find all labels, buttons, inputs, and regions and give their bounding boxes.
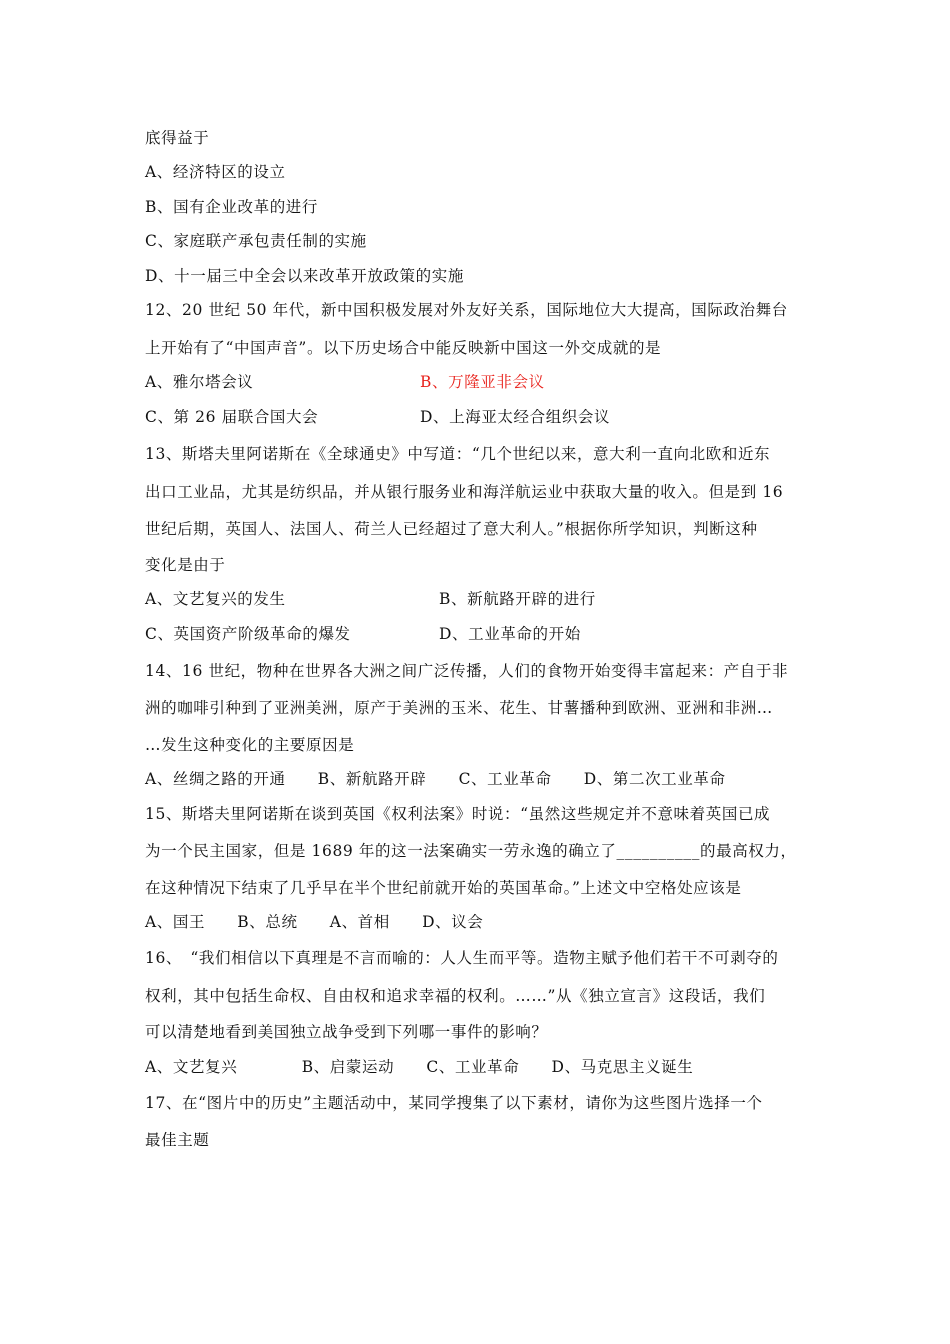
question-15-options: A、国王 B、总统 A、首相 D、议会 [145, 913, 484, 931]
question-15-line: 为一个民主国家，但是 1689 年的这一法案确实一劳永逸的确立了__________的最高权力， [145, 842, 797, 860]
q12-option-a: A、雅尔塔会议 [145, 373, 254, 391]
q12-option-c: C、第 26 届联合国大会 [145, 408, 319, 426]
q12-option-b-highlighted: B、万隆亚非会议 [420, 373, 545, 391]
q13-option-d: D、工业革命的开始 [439, 625, 581, 643]
question-16-options: A、文艺复兴 B、启蒙运动 C、工业革命 D、马克思主义诞生 [145, 1058, 694, 1076]
question-12-line: 上开始有了“中国声音”。以下历史场合中能反映新中国这一外交成就的是 [145, 339, 662, 357]
question-16-line: 权利，其中包括生命权、自由权和追求幸福的权利。……”从《独立宣言》这段话，我们 [145, 987, 766, 1005]
question-13-line: 13、斯塔夫里阿诺斯在《全球通史》中写道：“几个世纪以来，意大利一直向北欧和近东 [145, 445, 771, 463]
q13-options-row-1 [145, 588, 845, 610]
q13-option-c: C、英国资产阶级革命的爆发 [145, 625, 351, 643]
text-line: C、家庭联产承包责任制的实施 [145, 232, 367, 250]
question-16-line: 可以清楚地看到美国独立战争受到下列哪一事件的影响？ [145, 1023, 548, 1041]
question-13-line: 变化是由于 [145, 556, 226, 574]
question-15-line: 15、斯塔夫里阿诺斯在谈到英国《权利法案》时说：“虽然这些规定并不意味着英国已成 [145, 805, 771, 823]
question-17-line: 最佳主题 [145, 1131, 210, 1149]
q12-options-row-1 [145, 371, 845, 393]
text-line: 底得益于 [145, 129, 210, 147]
question-15-line: 在这种情况下结束了几乎早在半个世纪前就开始的英国革命。”上述文中空格处应该是 [145, 879, 742, 897]
text-line: B、国有企业改革的进行 [145, 198, 318, 216]
question-13-line: 世纪后期，英国人、法国人、荷兰人已经超过了意大利人。”根据你所学知识，判断这种 [145, 520, 758, 538]
question-14-line: 洲的咖啡引种到了亚洲美洲，原产于美洲的玉米、花生、甘薯播种到欧洲、亚洲和非洲… [145, 699, 773, 717]
q13-options-row-2 [145, 623, 845, 645]
q12-option-d: D、上海亚太经合组织会议 [420, 408, 611, 426]
question-14-options: A、丝绸之路的开通 B、新航路开辟 C、工业革命 D、第二次工业革命 [145, 770, 726, 788]
q12-options-row-2 [145, 406, 845, 428]
question-12-line: 12、20 世纪 50 年代，新中国积极发展对外友好关系，国际地位大大提高，国际政治舞台 [145, 301, 788, 319]
question-14-line: …发生这种变化的主要原因是 [145, 736, 355, 754]
question-14-line: 14、16 世纪，物种在世界各大洲之间广泛传播，人们的食物开始变得丰富起来：产自于非 [145, 662, 789, 680]
text-line: A、经济特区的设立 [145, 163, 286, 181]
question-16-line: 16、 “我们相信以下真理是不言而喻的：人人生而平等。造物主赋予他们若干不可剥夺的 [145, 949, 779, 967]
q13-option-a: A、文艺复兴的发生 [145, 590, 286, 608]
q13-option-b: B、新航路开辟的进行 [439, 590, 596, 608]
text-line: D、十一届三中全会以来改革开放政策的实施 [145, 267, 464, 285]
question-13-line: 出口工业品，尤其是纺织品，并从银行服务业和海洋航运业中获取大量的收入。但是到 16 [145, 483, 784, 501]
question-17-line: 17、在“图片中的历史”主题活动中，某同学搜集了以下素材，请你为这些图片选择一个 [145, 1094, 763, 1112]
